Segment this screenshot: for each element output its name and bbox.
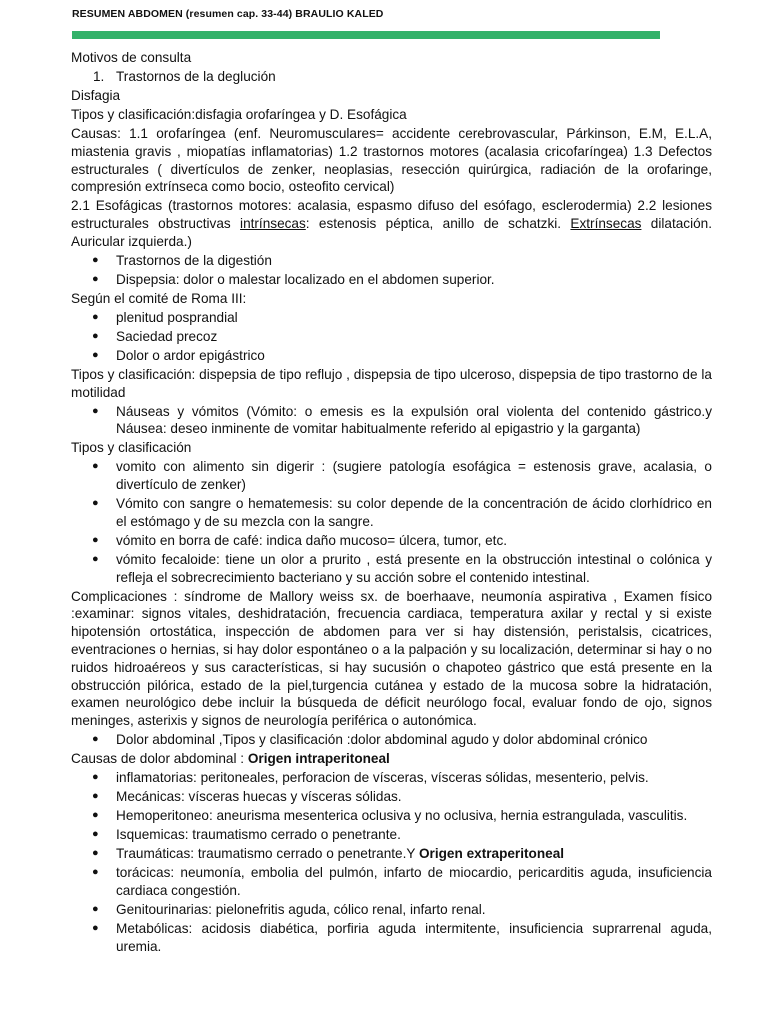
list-item-text: Mecánicas: vísceras huecas y vísceras sólidas.	[116, 789, 402, 805]
bullet-icon: ●	[92, 552, 99, 565]
bullet-icon: ●	[92, 460, 99, 473]
list-item-text: Saciedad precoz	[116, 328, 218, 344]
list-item	[71, 328, 712, 346]
paragraph-roma: Según el comité de Roma III:	[71, 290, 247, 306]
paragraph-causas-dolor	[71, 750, 712, 768]
list-item	[71, 347, 712, 365]
bullet-icon: ●	[92, 866, 99, 879]
bold-term: Origen extraperitoneal	[418, 846, 565, 862]
bullet-list	[71, 458, 712, 586]
list-item	[71, 495, 712, 531]
paragraph-tipos: Tipos y clasificación:disfagia orofaríngea y D. Esofágica	[71, 106, 407, 122]
text-run: Causas de dolor abdominal :	[71, 751, 248, 767]
underlined-term: intrínsecas	[240, 216, 306, 232]
bold-term: Origen intraperitoneal	[247, 751, 390, 767]
paragraph-motivos: Motivos de consulta	[71, 50, 192, 65]
accent-bar	[72, 31, 660, 39]
list-item	[71, 403, 712, 439]
bullet-list	[71, 309, 712, 365]
bullet-list	[71, 252, 712, 289]
bullet-list	[71, 845, 712, 863]
paragraph-complicaciones: Complicaciones : síndrome de Mallory weiss sx. de boerhaave, neumonía aspirativa , Examen físico :examinar: signos vitales, deshidratación, frecuencia cardiaca, temperatura axilar y rectal y si existe hipotensión ortostática, inspección de abdomen para ver si hay distensión, peristalsis, cicatrices, eventraciones o hernias, si hay dolor espontáneo o a la palpación y su localización, determinar si hay o no ruidos hidroaéreos y sus características, si hay sucusión o chapoteo gástrico que está presente en la obstrucción pilórica, estado de la piel,turgencia cutánea y estado de la mucosa sobre la hidratación, examen neurológico debe incluir la búsqueda de déficit neurólogo focal, evaluar fondo de ojo, signos meninges, asterixis y signos de neurología periférica o autonómica.	[71, 588, 712, 729]
document-body	[71, 49, 712, 957]
list-item-text: torácicas: neumonía, embolia del pulmón, infarto de miocardio, pericarditis aguda, insuficiencia cardiaca congestión.	[116, 865, 712, 898]
list-item-text: Genitourinarias: pielonefritis aguda, cólico renal, infarto renal.	[116, 901, 486, 917]
bullet-icon: ●	[92, 253, 99, 266]
list-item	[71, 826, 712, 844]
list-item	[71, 551, 712, 587]
list-item-text: plenitud posprandial	[116, 309, 238, 325]
bullet-icon: ●	[92, 902, 99, 915]
bullet-icon: ●	[92, 533, 99, 546]
list-item	[71, 788, 712, 806]
paragraph-causas: Causas: 1.1 orofaríngea (enf. Neuromusculares= accidente cerebrovascular, Párkinson, E.M, E.L.A, miastenia gravis , miopatías inflamatorias) 1.2 trastornos motores (acalasia cricofaríngea) 1.3 Defectos estructurales ( divertículos de zenker, neoplasias, resección quirúrgica, radiación de la orofaringe, compresión extrínseca como bocio, osteofito cervical)	[71, 125, 712, 195]
bullet-icon: ●	[92, 828, 99, 841]
list-item-text: vómito fecaloide: tiene un olor a prurito , está presente en la obstrucción intestinal o colónica y refleja el sobrecrecimiento bacteriano y su acción sobre el contenido intestinal.	[116, 551, 712, 585]
list-item-text: vomito con alimento sin digerir : (sugiere patología esofágica = estenosis grave, acalasia, o divertículo de zenker)	[116, 459, 712, 493]
bullet-icon: ●	[92, 790, 99, 803]
bullet-icon: ●	[92, 404, 99, 417]
list-item-text: Náuseas y vómitos (Vómito: o emesis es la expulsión oral violenta del contenido gástrico.y Náusea: deseo inminente de vomitar habitualmente referido al epigastrio y la garganta)	[116, 403, 712, 437]
list-item-text: Hemoperitoneo: aneurisma mesenterica oclusiva y no oclusiva, hernia estrangulada, vasculitis.	[116, 808, 688, 824]
text-run: 2.1 Esofágicas (trastornos motores: acalasia, espasmo difuso del esófago, esclerodermia) 2.2 lesiones estructurales obstructivas	[71, 198, 712, 232]
list-item	[71, 864, 712, 900]
bullet-list	[71, 403, 712, 439]
bullet-icon: ●	[92, 921, 99, 934]
text-run: : estenosis péptica, anillo de schatzki.	[305, 216, 571, 232]
list-item-text: Vómito con sangre o hematemesis: su color depende de la concentración de ácido clorhídrico en el estómago y de su mezcla con la sangre.	[116, 496, 712, 529]
numbered-item	[93, 68, 712, 86]
list-item-text: Dispepsia: dolor o malestar localizado en el abdomen superior.	[116, 271, 495, 287]
text-run: Traumáticas: traumatismo cerrado o penetrante.Y	[116, 846, 419, 862]
list-item	[71, 252, 712, 270]
text-run: dilatación. Auricular izquierda.)	[71, 216, 712, 249]
bullet-icon: ●	[92, 348, 99, 361]
list-item	[71, 458, 712, 494]
underlined-term: Extrínsecas	[570, 216, 642, 232]
item-number: 1.	[93, 68, 105, 84]
bullet-icon: ●	[92, 497, 99, 510]
item-text: Trastornos de la deglución	[116, 68, 276, 84]
bullet-icon: ●	[92, 272, 99, 285]
list-item-text: vómito en borra de café: indica daño mucoso= úlcera, tumor, etc.	[116, 532, 508, 548]
list-item	[71, 769, 712, 787]
paragraph-disfagia: Disfagia	[71, 87, 121, 103]
bullet-icon: ●	[92, 771, 99, 784]
bullet-icon: ●	[92, 733, 99, 746]
list-item-text: Dolor abdominal ,Tipos y clasificación :dolor abdominal agudo y dolor abdominal crónico	[116, 732, 648, 748]
list-item	[71, 271, 712, 289]
list-item-text: Metabólicas: acidosis diabética, porfiria aguda intermitente, insuficiencia suprarrenal aguda, uremia.	[116, 920, 712, 954]
list-item	[71, 845, 712, 863]
document-header: RESUMEN ABDOMEN (resumen cap. 33-44) BRAULIO KALED	[72, 8, 384, 20]
list-item	[71, 807, 712, 825]
bullet-icon: ●	[92, 329, 99, 342]
bullet-icon: ●	[92, 847, 99, 860]
list-item	[71, 532, 712, 550]
list-item	[71, 901, 712, 919]
paragraph-dispepsia-tipos: Tipos y clasificación: dispepsia de tipo reflujo , dispepsia de tipo ulceroso, dispepsia de tipo trastorno de la motilidad	[71, 366, 712, 400]
list-item-text: Trastornos de la digestión	[116, 252, 272, 268]
bullet-list	[71, 769, 712, 844]
bullet-icon: ●	[92, 310, 99, 323]
list-item-text: Dolor o ardor epigástrico	[116, 347, 265, 363]
list-item-text: Isquemicas: traumatismo cerrado o penetrante.	[116, 827, 401, 843]
bullet-list	[71, 864, 712, 955]
list-item	[71, 731, 712, 749]
list-item	[71, 309, 712, 327]
bullet-icon: ●	[92, 809, 99, 822]
paragraph-tipos-vomito: Tipos y clasificación	[71, 440, 192, 456]
list-item	[71, 920, 712, 956]
paragraph-esofagicas	[71, 197, 712, 250]
bullet-list	[71, 731, 712, 749]
list-item-text: inflamatorias: peritoneales, perforacion de vísceras, vísceras sólidas, mesenterio, pelvis.	[116, 770, 649, 786]
